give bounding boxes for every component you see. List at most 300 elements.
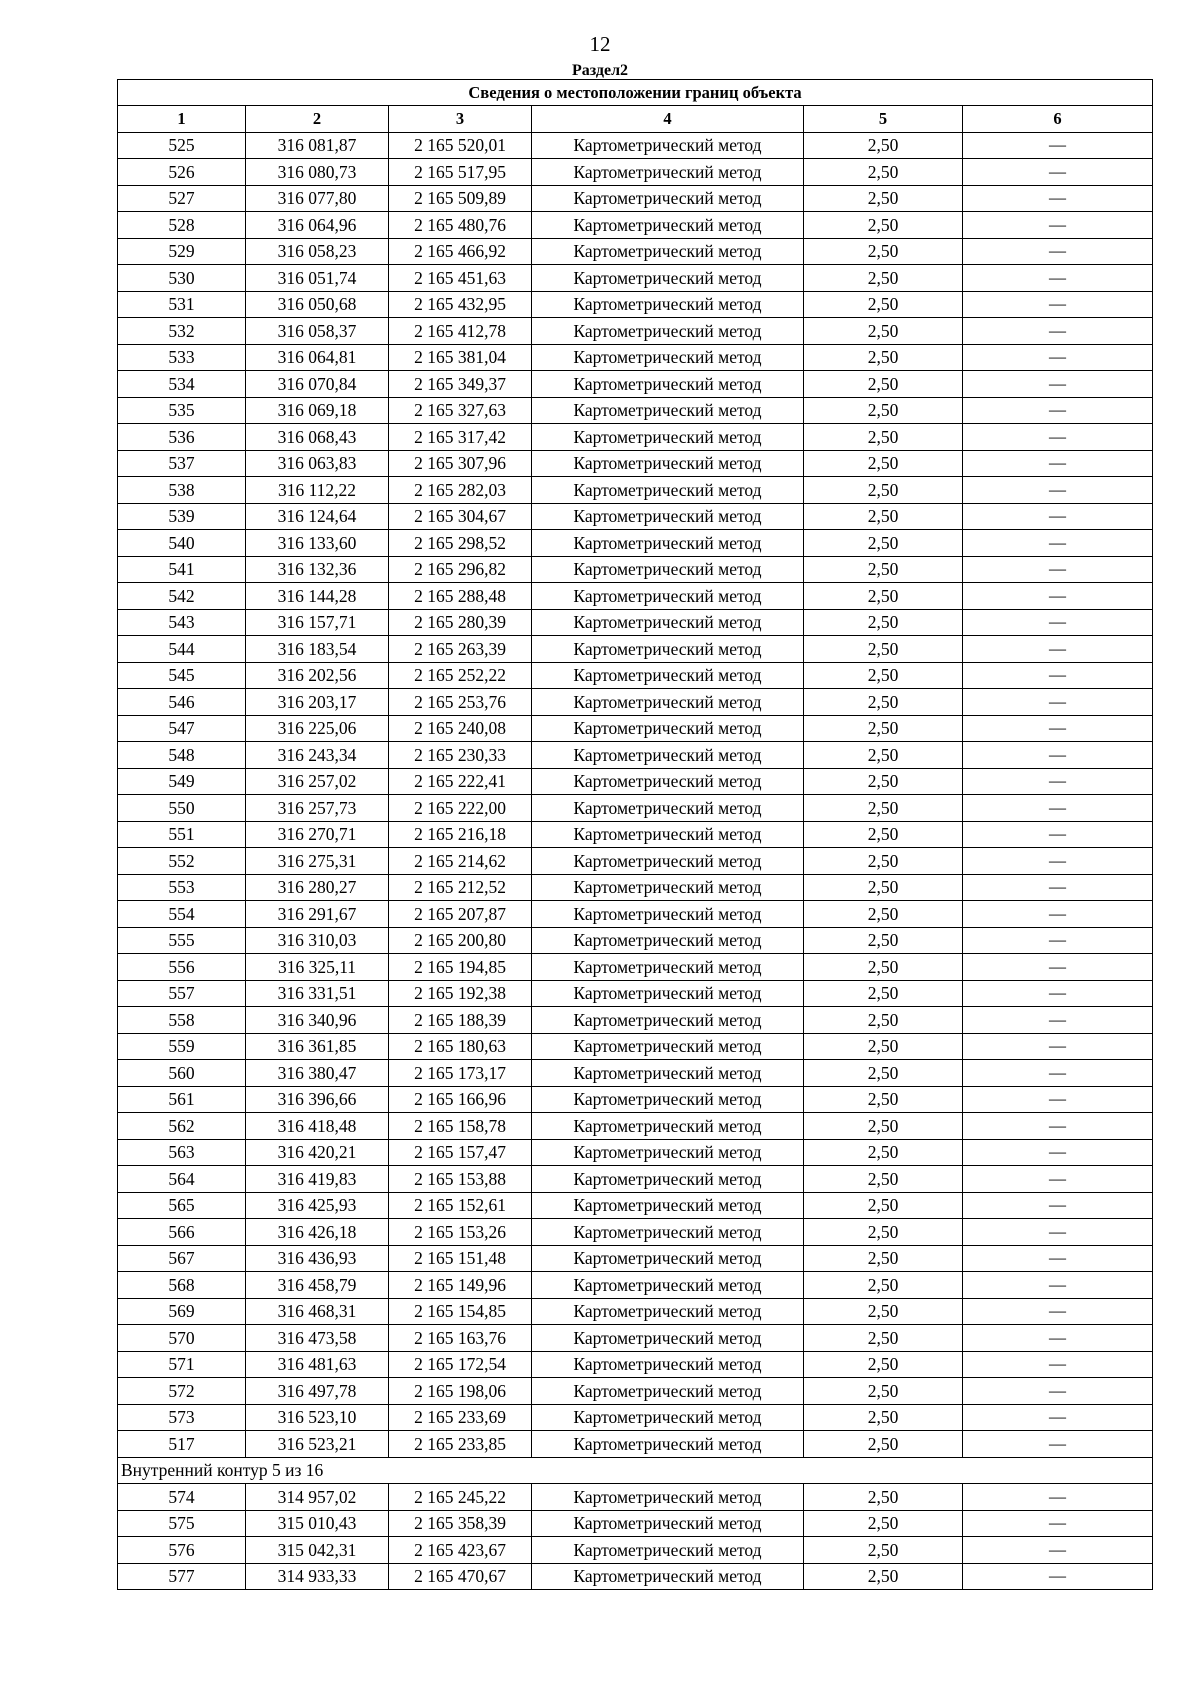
table-row — [118, 1484, 1153, 1511]
table-cell: — — [963, 185, 1153, 212]
table-cell: Картометрический метод — [532, 980, 804, 1007]
table-cell: 2,50 — [804, 424, 963, 451]
table-cell: 2 165 451,63 — [389, 265, 532, 292]
table-cell: — — [963, 556, 1153, 583]
table-cell: 2 165 517,95 — [389, 159, 532, 186]
table-cell: 2 165 216,18 — [389, 821, 532, 848]
table-cell: 548 — [118, 742, 246, 769]
table-cell: Картометрический метод — [532, 848, 804, 875]
table-cell: 2 165 432,95 — [389, 291, 532, 318]
table-cell: 316 203,17 — [246, 689, 389, 716]
table-cell: Картометрический метод — [532, 1351, 804, 1378]
table-cell: Картометрический метод — [532, 291, 804, 318]
table-cell: 2,50 — [804, 318, 963, 345]
table-cell: 536 — [118, 424, 246, 451]
table-row — [118, 1563, 1153, 1590]
table-cell: 2 165 157,47 — [389, 1139, 532, 1166]
table-cell: 316 420,21 — [246, 1139, 389, 1166]
table-cell: 2,50 — [804, 371, 963, 398]
table-row — [118, 742, 1153, 769]
table-cell: 2,50 — [804, 477, 963, 504]
table-cell: 2 165 200,80 — [389, 927, 532, 954]
table-cell: 316 340,96 — [246, 1007, 389, 1034]
table-cell: 558 — [118, 1007, 246, 1034]
table-cell: 2,50 — [804, 768, 963, 795]
contour-row — [118, 1457, 1153, 1484]
table-cell: 315 010,43 — [246, 1510, 389, 1537]
table-cell: Картометрический метод — [532, 185, 804, 212]
table-cell: 2 165 245,22 — [389, 1484, 532, 1511]
table-cell: 2 165 153,26 — [389, 1219, 532, 1246]
table-cell: Картометрический метод — [532, 159, 804, 186]
table-cell: Картометрический метод — [532, 901, 804, 928]
table-cell: 2 165 282,03 — [389, 477, 532, 504]
table-cell: — — [963, 1060, 1153, 1087]
table-cell: — — [963, 291, 1153, 318]
table-cell: 2 165 188,39 — [389, 1007, 532, 1034]
table-cell: 316 051,74 — [246, 265, 389, 292]
table-row — [118, 397, 1153, 424]
table-cell: 567 — [118, 1245, 246, 1272]
table-row — [118, 503, 1153, 530]
table-cell: Картометрический метод — [532, 1219, 804, 1246]
table-cell: 528 — [118, 212, 246, 239]
table-row — [118, 1510, 1153, 1537]
table-cell: Картометрический метод — [532, 1510, 804, 1537]
table-cell: 314 957,02 — [246, 1484, 389, 1511]
table-cell: 564 — [118, 1166, 246, 1193]
table-cell: — — [963, 1537, 1153, 1564]
table-cell: 2 165 423,67 — [389, 1537, 532, 1564]
table-cell: 2,50 — [804, 848, 963, 875]
table-cell: 2,50 — [804, 795, 963, 822]
table-cell: Картометрический метод — [532, 1113, 804, 1140]
table-cell: — — [963, 1272, 1153, 1299]
table-cell: — — [963, 609, 1153, 636]
table-cell: — — [963, 318, 1153, 345]
table-row — [118, 662, 1153, 689]
table-cell: — — [963, 159, 1153, 186]
table-cell: 575 — [118, 1510, 246, 1537]
table-cell: Картометрический метод — [532, 1033, 804, 1060]
table-cell: 316 257,02 — [246, 768, 389, 795]
table-cell: 316 419,83 — [246, 1166, 389, 1193]
table-cell: 2 165 466,92 — [389, 238, 532, 265]
table-cell: 556 — [118, 954, 246, 981]
table-row — [118, 1431, 1153, 1458]
table-cell: 577 — [118, 1563, 246, 1590]
table-cell: 562 — [118, 1113, 246, 1140]
table-cell: 2 165 412,78 — [389, 318, 532, 345]
table-cell: 2 165 327,63 — [389, 397, 532, 424]
table-cell: Картометрический метод — [532, 927, 804, 954]
table-cell: — — [963, 1166, 1153, 1193]
table-cell: 316 077,80 — [246, 185, 389, 212]
table-cell: 2 165 296,82 — [389, 556, 532, 583]
table-cell: 2,50 — [804, 662, 963, 689]
table-cell: Картометрический метод — [532, 821, 804, 848]
table-row — [118, 1272, 1153, 1299]
table-cell: 316 310,03 — [246, 927, 389, 954]
table-cell: 561 — [118, 1086, 246, 1113]
table-cell: 2 165 480,76 — [389, 212, 532, 239]
table-cell: — — [963, 371, 1153, 398]
table-row — [118, 1219, 1153, 1246]
table-cell: 316 497,78 — [246, 1378, 389, 1405]
table-cell: 2 165 252,22 — [389, 662, 532, 689]
table-row — [118, 1166, 1153, 1193]
table-row — [118, 132, 1153, 159]
table-cell: — — [963, 344, 1153, 371]
table-row — [118, 1060, 1153, 1087]
table-cell: 551 — [118, 821, 246, 848]
table-cell: 316 270,71 — [246, 821, 389, 848]
table-cell: 2,50 — [804, 530, 963, 557]
table-cell: — — [963, 1378, 1153, 1405]
table-cell: 545 — [118, 662, 246, 689]
table-cell: 2,50 — [804, 1139, 963, 1166]
table-cell: 534 — [118, 371, 246, 398]
table-row — [118, 318, 1153, 345]
table-cell: 566 — [118, 1219, 246, 1246]
table-cell: 2,50 — [804, 1113, 963, 1140]
table-row — [118, 344, 1153, 371]
table-row — [118, 689, 1153, 716]
table-cell: 533 — [118, 344, 246, 371]
table-caption-row — [118, 80, 1153, 106]
table-cell: 316 064,96 — [246, 212, 389, 239]
table-cell: 2,50 — [804, 1086, 963, 1113]
table-cell: 316 275,31 — [246, 848, 389, 875]
table-cell: — — [963, 1404, 1153, 1431]
table-cell: — — [963, 848, 1153, 875]
table-row — [118, 1007, 1153, 1034]
table-cell: — — [963, 1298, 1153, 1325]
table-cell: 537 — [118, 450, 246, 477]
table-cell: 2 165 358,39 — [389, 1510, 532, 1537]
table-cell: 316 325,11 — [246, 954, 389, 981]
table-cell: 539 — [118, 503, 246, 530]
table-cell: Картометрический метод — [532, 424, 804, 451]
table-cell: Картометрический метод — [532, 662, 804, 689]
table-cell: 2,50 — [804, 715, 963, 742]
table-cell: 2,50 — [804, 1351, 963, 1378]
table-cell: — — [963, 980, 1153, 1007]
table-cell: 2,50 — [804, 1404, 963, 1431]
table-cell: 2,50 — [804, 954, 963, 981]
table-cell: Картометрический метод — [532, 371, 804, 398]
table-cell: 552 — [118, 848, 246, 875]
table-cell: 316 280,27 — [246, 874, 389, 901]
table-cell: 517 — [118, 1431, 246, 1458]
table-row — [118, 450, 1153, 477]
table-cell: 568 — [118, 1272, 246, 1299]
table-row — [118, 159, 1153, 186]
table-cell: 2,50 — [804, 1563, 963, 1590]
table-cell: — — [963, 503, 1153, 530]
table-cell: Картометрический метод — [532, 1378, 804, 1405]
table-row — [118, 1537, 1153, 1564]
table-cell: Картометрический метод — [532, 318, 804, 345]
table-cell: Картометрический метод — [532, 742, 804, 769]
table-cell: Картометрический метод — [532, 689, 804, 716]
table-cell: 316 124,64 — [246, 503, 389, 530]
table-cell: Картометрический метод — [532, 609, 804, 636]
table-cell: 316 157,71 — [246, 609, 389, 636]
table-row — [118, 238, 1153, 265]
column-header: 3 — [389, 106, 532, 133]
table-row — [118, 1351, 1153, 1378]
table-cell: 316 133,60 — [246, 530, 389, 557]
table-cell: — — [963, 768, 1153, 795]
table-cell: 316 458,79 — [246, 1272, 389, 1299]
column-header: 2 — [246, 106, 389, 133]
table-cell: 527 — [118, 185, 246, 212]
table-cell: Картометрический метод — [532, 768, 804, 795]
table-cell: 316 058,37 — [246, 318, 389, 345]
table-cell: Картометрический метод — [532, 1484, 804, 1511]
table-row — [118, 927, 1153, 954]
table-row — [118, 291, 1153, 318]
table-cell: 543 — [118, 609, 246, 636]
table-cell: — — [963, 132, 1153, 159]
table-cell: 2,50 — [804, 583, 963, 610]
table-row — [118, 609, 1153, 636]
table-row — [118, 265, 1153, 292]
table-row — [118, 1378, 1153, 1405]
table-cell: Картометрический метод — [532, 715, 804, 742]
table-cell: — — [963, 821, 1153, 848]
table-cell: 2 165 288,48 — [389, 583, 532, 610]
table-row — [118, 901, 1153, 928]
table-cell: 572 — [118, 1378, 246, 1405]
table-cell: — — [963, 662, 1153, 689]
table-cell: — — [963, 1563, 1153, 1590]
table-cell: 2,50 — [804, 159, 963, 186]
table-cell: 2,50 — [804, 1484, 963, 1511]
table-cell: 2 165 509,89 — [389, 185, 532, 212]
table-cell: 2 165 214,62 — [389, 848, 532, 875]
table-cell: 2,50 — [804, 689, 963, 716]
table-cell: — — [963, 1219, 1153, 1246]
table-cell: — — [963, 1192, 1153, 1219]
table-row — [118, 1192, 1153, 1219]
table-cell: 2,50 — [804, 1510, 963, 1537]
table-row — [118, 1298, 1153, 1325]
table-cell: 2 165 194,85 — [389, 954, 532, 981]
table-cell: 2,50 — [804, 821, 963, 848]
table-cell: 529 — [118, 238, 246, 265]
table-cell: Картометрический метод — [532, 344, 804, 371]
table-cell: Картометрический метод — [532, 1139, 804, 1166]
table-row — [118, 1245, 1153, 1272]
table-cell: 553 — [118, 874, 246, 901]
table-cell: Картометрический метод — [532, 397, 804, 424]
table-cell: — — [963, 927, 1153, 954]
table-cell: Картометрический метод — [532, 583, 804, 610]
table-cell: Картометрический метод — [532, 636, 804, 663]
table-cell: Картометрический метод — [532, 556, 804, 583]
table-cell: 2 165 154,85 — [389, 1298, 532, 1325]
table-row — [118, 795, 1153, 822]
table-cell: 316 144,28 — [246, 583, 389, 610]
table-cell: — — [963, 874, 1153, 901]
boundary-table — [117, 79, 1153, 1590]
table-cell: — — [963, 450, 1153, 477]
table-cell: 2 165 152,61 — [389, 1192, 532, 1219]
table-row — [118, 1139, 1153, 1166]
table-cell: 2,50 — [804, 265, 963, 292]
table-cell: — — [963, 1325, 1153, 1352]
table-cell: 565 — [118, 1192, 246, 1219]
table-cell: 2 165 172,54 — [389, 1351, 532, 1378]
table-row — [118, 1033, 1153, 1060]
table-cell: 2 165 280,39 — [389, 609, 532, 636]
table-row — [118, 1113, 1153, 1140]
table-cell: 2,50 — [804, 450, 963, 477]
table-cell: — — [963, 636, 1153, 663]
table-cell: — — [963, 1007, 1153, 1034]
table-cell: 316 523,21 — [246, 1431, 389, 1458]
table-cell: 557 — [118, 980, 246, 1007]
table-cell: 2,50 — [804, 1192, 963, 1219]
table-cell: 316 331,51 — [246, 980, 389, 1007]
table-cell: 2,50 — [804, 1166, 963, 1193]
table-cell: 316 050,68 — [246, 291, 389, 318]
table-cell: — — [963, 742, 1153, 769]
table-cell: 2 165 222,00 — [389, 795, 532, 822]
table-cell: Картометрический метод — [532, 1537, 804, 1564]
table-cell: Картометрический метод — [532, 874, 804, 901]
table-cell: 2 165 153,88 — [389, 1166, 532, 1193]
table-cell: Картометрический метод — [532, 1245, 804, 1272]
table-cell: 2,50 — [804, 901, 963, 928]
table-cell: Картометрический метод — [532, 1563, 804, 1590]
table-cell: Картометрический метод — [532, 1325, 804, 1352]
table-cell: 2,50 — [804, 636, 963, 663]
table-cell: 2,50 — [804, 1537, 963, 1564]
table-cell: 546 — [118, 689, 246, 716]
table-cell: 316 361,85 — [246, 1033, 389, 1060]
table-cell: 315 042,31 — [246, 1537, 389, 1564]
table-cell: 538 — [118, 477, 246, 504]
table-cell: 316 523,10 — [246, 1404, 389, 1431]
table-cell: Картометрический метод — [532, 265, 804, 292]
table-cell: 2 165 298,52 — [389, 530, 532, 557]
table-row — [118, 1325, 1153, 1352]
table-cell: Картометрический метод — [532, 132, 804, 159]
table-cell: 316 070,84 — [246, 371, 389, 398]
table-cell: — — [963, 1245, 1153, 1272]
table-cell: 2 165 253,76 — [389, 689, 532, 716]
table-cell: 316 064,81 — [246, 344, 389, 371]
table-cell: Картометрический метод — [532, 954, 804, 981]
table-cell: 2,50 — [804, 132, 963, 159]
table-cell: 574 — [118, 1484, 246, 1511]
table-cell: Картометрический метод — [532, 1086, 804, 1113]
table-cell: Картометрический метод — [532, 795, 804, 822]
table-row — [118, 1086, 1153, 1113]
table-cell: 2 165 233,69 — [389, 1404, 532, 1431]
table-cell: 2,50 — [804, 1007, 963, 1034]
table-cell: 316 380,47 — [246, 1060, 389, 1087]
table-cell: 549 — [118, 768, 246, 795]
table-cell: 2,50 — [804, 874, 963, 901]
table-row — [118, 821, 1153, 848]
table-cell: 2 165 381,04 — [389, 344, 532, 371]
table-cell: 316 081,87 — [246, 132, 389, 159]
table-cell: 2,50 — [804, 503, 963, 530]
table-cell: Картометрический метод — [532, 503, 804, 530]
table-cell: — — [963, 1510, 1153, 1537]
table-cell: 531 — [118, 291, 246, 318]
table-row — [118, 185, 1153, 212]
table-row — [118, 980, 1153, 1007]
table-cell: — — [963, 530, 1153, 557]
table-cell: 573 — [118, 1404, 246, 1431]
table-cell: 316 481,63 — [246, 1351, 389, 1378]
table-cell: 316 396,66 — [246, 1086, 389, 1113]
table-cell: 2 165 192,38 — [389, 980, 532, 1007]
section-title: Раздел2 — [571, 62, 629, 79]
table-cell: — — [963, 1139, 1153, 1166]
table-cell: Картометрический метод — [532, 238, 804, 265]
table-cell: 540 — [118, 530, 246, 557]
table-cell: 535 — [118, 397, 246, 424]
table-cell: 570 — [118, 1325, 246, 1352]
table-cell: 316 183,54 — [246, 636, 389, 663]
table-cell: — — [963, 954, 1153, 981]
table-cell: Картометрический метод — [532, 1272, 804, 1299]
table-cell: 2 165 166,96 — [389, 1086, 532, 1113]
table-cell: 2,50 — [804, 742, 963, 769]
table-cell: 559 — [118, 1033, 246, 1060]
table-cell: 316 112,22 — [246, 477, 389, 504]
table-row — [118, 715, 1153, 742]
table-cell: 2,50 — [804, 1033, 963, 1060]
table-cell: 2,50 — [804, 980, 963, 1007]
table-cell: 316 425,93 — [246, 1192, 389, 1219]
table-cell: 2,50 — [804, 1219, 963, 1246]
table-cell: 2,50 — [804, 1298, 963, 1325]
table-cell: — — [963, 689, 1153, 716]
table-row — [118, 768, 1153, 795]
table-cell: 525 — [118, 132, 246, 159]
table-cell: 2 165 317,42 — [389, 424, 532, 451]
table-cell: 2,50 — [804, 1325, 963, 1352]
table-row — [118, 212, 1153, 239]
table-cell: Картометрический метод — [532, 1298, 804, 1325]
table-row — [118, 848, 1153, 875]
table-cell: 316 080,73 — [246, 159, 389, 186]
table-cell: Картометрический метод — [532, 1431, 804, 1458]
table-cell: Картометрический метод — [532, 477, 804, 504]
table-cell: 2 165 230,33 — [389, 742, 532, 769]
table-cell: — — [963, 583, 1153, 610]
table-cell: Картометрический метод — [532, 530, 804, 557]
table-cell: 2,50 — [804, 556, 963, 583]
table-cell: 316 291,67 — [246, 901, 389, 928]
table-cell: — — [963, 238, 1153, 265]
table-cell: 2 165 173,17 — [389, 1060, 532, 1087]
table-cell: 530 — [118, 265, 246, 292]
table-cell: 316 069,18 — [246, 397, 389, 424]
table-cell: — — [963, 1113, 1153, 1140]
table-cell: 554 — [118, 901, 246, 928]
table-cell: 2,50 — [804, 212, 963, 239]
table-cell: — — [963, 1484, 1153, 1511]
table-cell: 541 — [118, 556, 246, 583]
